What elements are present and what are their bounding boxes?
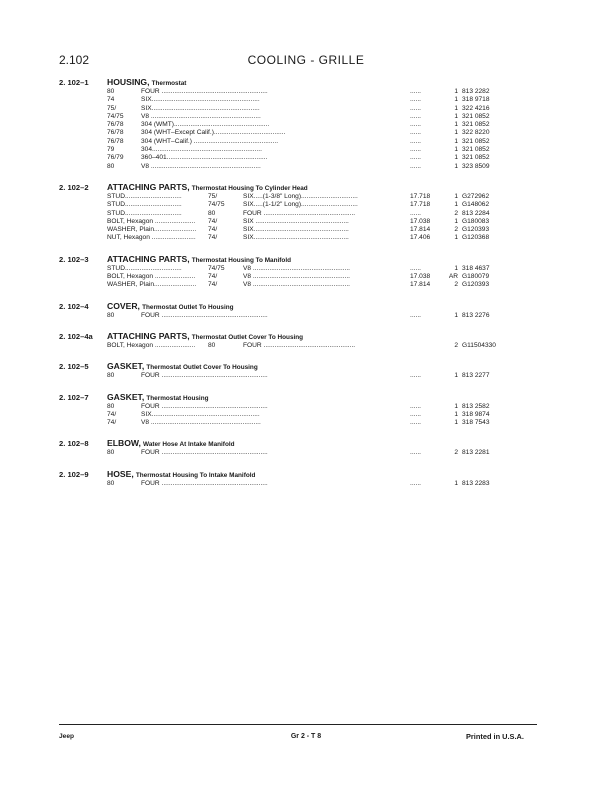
model-year: 79 [107,146,115,154]
parts-section [0,181,612,243]
section-title [107,254,291,264]
part-name: NUT, Hexagon ........................ [107,234,196,242]
part-name: WASHER, Plain....................... [107,226,197,234]
part-number: 813 2284 [462,209,490,217]
model-year: 76/78 [107,129,124,137]
part-number: G148062 [462,201,490,209]
section-header [0,300,612,312]
footer-rule [59,724,537,725]
part-name: STUD............................... [107,264,182,272]
model-year: 76/79 [107,154,124,162]
part-number: G11504330 [462,341,496,349]
part-number: G120368 [462,234,490,242]
section-title [107,77,186,87]
parts-section [0,76,612,171]
quantity: 1 [454,201,458,209]
part-number: 321 0852 [462,137,490,145]
model-year: 74/ [208,234,218,242]
part-row [0,88,612,96]
part-row [0,210,612,218]
application: SIX.....(1-3/8" Long)............................... [243,192,358,200]
part-name: STUD............................... [107,192,182,200]
parts-section [0,330,612,350]
model-year: 80 [107,479,115,487]
section-title-sub: Thermostat Housing [146,394,209,402]
section-header [0,330,612,342]
section-number: 2. 102–4a [59,331,93,341]
description: FOUR .......................................................... [141,88,268,95]
section-title-main: ATTACHING PARTS, [107,253,190,264]
part-number: 322 4216 [462,104,490,112]
section-title-sub: Thermostat Outlet Cover To Housing [191,333,304,341]
model-year: 74/ [107,410,117,418]
quantity: 1 [454,311,458,319]
part-number: 322 8220 [462,129,490,137]
ref-number: 17.814 [410,281,431,289]
part-number: G272962 [462,192,490,200]
part-name: WASHER, Plain....................... [107,281,197,289]
ref-number: ...... [410,209,421,217]
application: FOUR .................................................. [243,341,356,349]
section-title-sub: Thermostat [151,80,187,87]
ref-number: ...... [410,88,421,95]
part-number: G180083 [462,217,490,225]
part-number: 813 2582 [462,402,490,410]
part-row [0,146,612,154]
model-year: 74/ [208,281,218,289]
quantity: 1 [454,112,458,120]
section-title [107,361,258,371]
application: SIX.....(1-1/2" Long)............................... [243,201,358,209]
application: SIX.................................................... [243,226,349,234]
parts-section [0,253,612,290]
quantity: 2 [454,281,458,289]
ref-number: 17.038 [410,273,431,281]
section-number: 2. 102–7 [59,392,89,402]
description: 304 (WHT–Calif.) .............................................. [141,137,279,145]
quantity: 1 [454,104,458,112]
part-row [0,218,612,226]
part-name: BOLT, Hexagon ...................... [107,341,196,349]
parts-section [0,437,612,457]
part-number: 321 0852 [462,112,490,120]
section-title [107,182,308,192]
part-row [0,105,612,113]
part-number: G120393 [462,226,490,234]
part-number: 323 8509 [462,162,490,170]
footer-printed: Printed in U.S.A. [466,732,524,741]
description: FOUR .......................................................... [141,311,268,319]
page-title: COOLING - GRILLE [247,53,365,67]
quantity: AR [448,273,458,281]
quantity: 1 [454,96,458,104]
ref-number: 17.814 [410,226,431,234]
description: 360–401....................................................... [141,154,268,162]
section-number: 2. 102–4 [59,301,89,311]
part-row [0,265,612,273]
part-row [0,193,612,201]
description: FOUR .......................................................... [141,402,268,410]
section-number: 2. 102–9 [59,469,89,479]
model-year: 75/ [208,192,218,200]
part-name: STUD............................... [107,209,182,217]
part-row [0,129,612,137]
page-section-number: 2.102 [59,53,90,67]
part-row [0,480,612,488]
application: SIX.................................................... [243,234,349,242]
ref-number: ...... [410,154,421,162]
section-title-main: ELBOW, [107,438,141,449]
section-title-main: HOUSING, [107,77,150,87]
part-row [0,201,612,209]
description: FOUR .......................................................... [141,449,268,457]
section-header [0,76,612,88]
quantity: 1 [454,372,458,380]
model-year: 80 [107,372,115,380]
part-number: G180079 [462,273,490,281]
part-row [0,234,612,242]
ref-number: 17.718 [410,192,431,200]
section-number: 2. 102–1 [59,78,89,87]
ref-number: ...... [410,410,421,418]
model-year: 74/75 [107,112,124,120]
parts-section [0,300,612,320]
quantity: 2 [454,449,458,457]
description: 304............................................................ [141,146,262,154]
model-year: 80 [208,209,216,217]
quantity: 1 [454,217,458,225]
section-title [107,331,303,341]
description: FOUR .......................................................... [141,372,268,380]
part-number: 321 0852 [462,146,490,154]
section-title-sub: Thermostat Outlet Cover To Housing [146,364,258,372]
ref-number: ...... [410,372,421,380]
part-name: BOLT, Hexagon ...................... [107,217,196,225]
quantity: 1 [454,192,458,200]
part-number: 813 2281 [462,449,490,457]
part-name: BOLT, Hexagon ...................... [107,273,196,281]
section-number: 2. 102–3 [59,254,89,264]
quantity: 1 [454,264,458,272]
section-title-main: COVER, [107,300,140,311]
description: SIX........................................................... [141,410,260,418]
ref-number: ...... [410,419,421,427]
part-row [0,226,612,234]
part-number: 813 2277 [462,372,490,380]
description: V8 ............................................................ [141,419,261,427]
ref-number: ...... [410,449,421,457]
section-header [0,181,612,193]
application: V8 ..................................................... [243,273,350,281]
model-year: 80 [107,402,115,410]
part-row [0,411,612,419]
part-row [0,419,612,427]
part-row [0,96,612,104]
part-number: 318 9718 [462,96,490,104]
section-title [107,469,255,479]
application: SIX ................................................... [243,217,349,225]
ref-number: ...... [410,112,421,120]
application: V8 ..................................................... [243,281,350,289]
ref-number: 17.406 [410,234,431,242]
quantity: 1 [454,129,458,137]
quantity: 1 [454,154,458,162]
section-header [0,360,612,372]
part-row [0,121,612,129]
description: SIX........................................................... [141,96,260,104]
ref-number: ...... [410,121,421,129]
section-title-main: GASKET, [107,361,145,372]
ref-number: ...... [410,162,421,170]
section-number: 2. 102–5 [59,362,89,372]
quantity: 1 [454,410,458,418]
footer-brand: Jeep [59,733,75,740]
part-number: 813 2282 [462,88,490,95]
model-year: 74/ [208,217,218,225]
part-number: 813 2276 [462,311,490,319]
ref-number: ...... [410,311,421,319]
quantity: 1 [454,419,458,427]
part-row [0,273,612,281]
ref-number: ...... [410,479,421,487]
part-name: STUD............................... [107,201,182,209]
quantity: 2 [454,209,458,217]
part-row [0,372,612,380]
part-number: 318 7543 [462,419,490,427]
section-title-sub: Thermostat Housing To Manifold [191,256,292,264]
part-row [0,113,612,121]
part-number: 321 0852 [462,154,490,162]
section-title-main: HOSE, [107,468,134,479]
parts-section [0,468,612,488]
part-row [0,403,612,411]
section-number: 2. 102–2 [59,182,89,192]
part-number: G120393 [462,281,490,289]
quantity: 1 [454,162,458,170]
ref-number: ...... [410,264,421,272]
section-title-sub: Thermostat Housing To Cylinder Head [191,184,308,192]
part-row [0,449,612,457]
parts-list [0,76,612,498]
part-row [0,154,612,162]
model-year: 74/75 [208,201,225,209]
description: FOUR .......................................................... [141,479,268,487]
part-row [0,342,612,350]
quantity: 1 [454,146,458,154]
section-header [0,468,612,480]
quantity: 2 [454,341,458,349]
model-year: 80 [107,449,115,457]
section-title-sub: Water Hose At Intake Manifold [143,441,235,449]
part-number: 813 2283 [462,479,490,487]
section-header [0,253,612,265]
model-year: 76/78 [107,121,124,129]
quantity: 1 [454,88,458,95]
section-header [0,391,612,403]
model-year: 74/ [107,419,117,427]
footer-page-code: Gr 2 - T 8 [290,733,322,740]
part-row [0,138,612,146]
description: V8 ............................................................ [141,162,261,170]
model-year: 76/78 [107,137,124,145]
model-year: 74/ [208,273,218,281]
quantity: 1 [454,137,458,145]
description: SIX........................................................... [141,104,260,112]
model-year: 80 [107,162,115,170]
model-year: 75/ [107,104,117,112]
part-row [0,163,612,171]
model-year: 74/75 [208,264,225,272]
model-year: 80 [107,311,115,319]
model-year: 74 [107,96,115,104]
section-title [107,301,234,311]
section-title-sub: Thermostat Outlet To Housing [142,303,234,311]
ref-number: 17.038 [410,217,431,225]
model-year: 74/ [208,226,218,234]
section-header [0,437,612,449]
section-title-main: ATTACHING PARTS, [107,181,190,192]
section-title [107,392,209,402]
part-number: 318 4637 [462,264,490,272]
ref-number: ...... [410,137,421,145]
model-year: 80 [107,88,115,95]
model-year: 80 [208,341,216,349]
part-row [0,312,612,320]
ref-number: 17.718 [410,201,431,209]
quantity: 1 [454,121,458,129]
ref-number: ...... [410,129,421,137]
quantity: 1 [454,479,458,487]
part-number: 321 0852 [462,121,490,129]
parts-section [0,391,612,428]
parts-section [0,360,612,380]
ref-number: ...... [410,402,421,410]
section-number: 2. 102–8 [59,439,89,449]
ref-number: ...... [410,104,421,112]
section-title-sub: Thermostat Housing To Intake Manifold [135,471,256,479]
quantity: 1 [454,402,458,410]
ref-number: ...... [410,146,421,154]
description: V8 ............................................................ [141,112,261,120]
section-title [107,438,235,448]
part-row [0,281,612,289]
section-title-main: ATTACHING PARTS, [107,330,190,341]
ref-number: ...... [410,96,421,104]
description: 304 (WMT).................................................... [141,121,270,129]
application: V8 ..................................................... [243,264,350,272]
quantity: 2 [454,226,458,234]
section-title-main: GASKET, [107,391,145,402]
description: 304 (WHT–Except Calif.)....................................... [141,129,286,137]
application: FOUR .................................................. [243,209,356,217]
quantity: 1 [454,234,458,242]
part-number: 318 9874 [462,410,490,418]
